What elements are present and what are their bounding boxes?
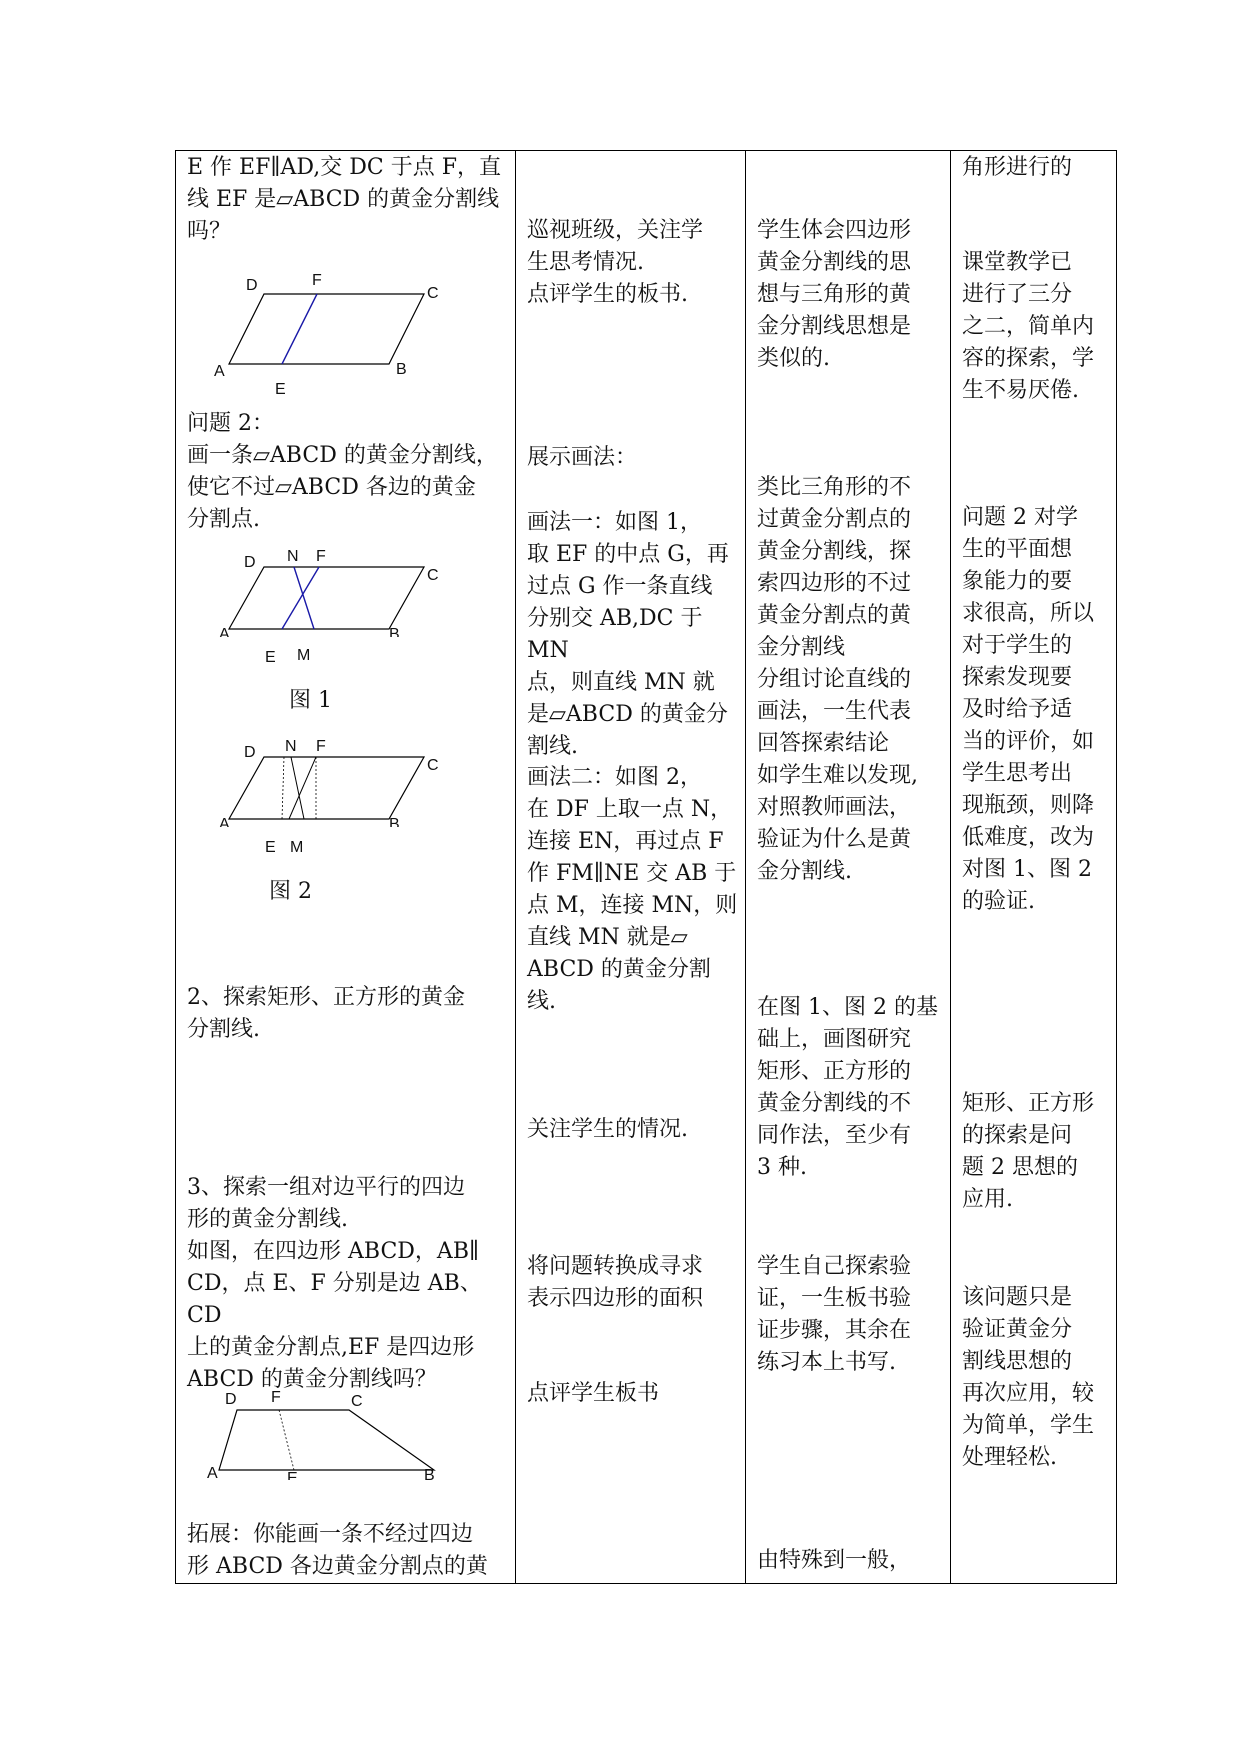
text-line: 想与三角形的黄 [757, 282, 912, 307]
text-line: 类比三角形的不 [757, 475, 912, 500]
text-line: 形 ABCD 各边黄金分割点的黄 [187, 1554, 488, 1579]
label-E: E [287, 1470, 298, 1480]
text-line: 黄金分割线的不 [757, 1091, 912, 1116]
intent-note-5 [962, 1282, 1094, 1474]
teacher-note-4 [527, 1251, 703, 1315]
label-F: F [316, 548, 326, 565]
text-line: 索四边形的不过 [757, 571, 912, 596]
text-line: 之二，简单内 [962, 314, 1095, 339]
text-line: 割线思想的 [962, 1349, 1073, 1374]
label-M: M [290, 839, 304, 856]
label-E: E [265, 649, 276, 666]
text-line: 黄金分割点的黄 [757, 603, 912, 628]
text-line: 类似的. [757, 346, 830, 371]
label-E: E [265, 839, 276, 856]
text-line: 探索发现要 [962, 665, 1073, 690]
label-C: C [351, 1393, 363, 1410]
teacher-method-2 [527, 762, 737, 1018]
student-note-5 [757, 1545, 911, 1577]
text-line: 当的评价，如 [962, 729, 1095, 754]
label-A: A [219, 626, 230, 637]
text-line: 证步骤，其余在 [757, 1318, 912, 1343]
text-line: 画一条▱ABCD 的黄金分割线， [187, 443, 498, 468]
text-line: 取 EF 的中点 G，再 [527, 542, 729, 567]
text-line: 黄金分割线的思 [757, 250, 912, 275]
text-line: 将问题转换成寻求 [527, 1254, 704, 1279]
text-line: 是▱ABCD 的黄金分 [527, 702, 728, 727]
label-F: F [312, 272, 322, 289]
text-line: 关注学生的情况. [527, 1117, 688, 1142]
figure-1-caption: 图 1 [289, 688, 332, 713]
text-line: 吗？ [187, 219, 232, 244]
text-line: 展示画法： [527, 445, 638, 470]
text-line: 验证黄金分 [962, 1317, 1073, 1342]
text-line: 求很高，所以 [962, 601, 1095, 626]
text-line: 问题 2 对学 [962, 505, 1078, 530]
label-B: B [424, 1467, 435, 1480]
text-line: 的验证. [962, 889, 1035, 914]
student-note-1 [757, 215, 911, 375]
text-line: ABCD 的黄金分割线吗？ [187, 1367, 437, 1392]
label-B: B [389, 626, 400, 637]
text-line: 学生体会四边形 [757, 218, 912, 243]
text-line: 学生思考出 [962, 761, 1073, 786]
text-line: 如图，在四边形 ABCD，AB∥ [187, 1239, 480, 1264]
text-line: 直线 MN 就是▱ [527, 925, 688, 950]
text-line: E 作 EF∥AD,交 DC 于点 F，直 [187, 155, 501, 180]
label-A: A [207, 1465, 218, 1480]
text-line: 金分割线 [757, 635, 846, 660]
text-line: 点 M，连接 MN，则 [527, 893, 738, 918]
text-line: 应用. [962, 1187, 1013, 1212]
text-line: 生思考情况. [527, 250, 644, 275]
text-line: CD，点 E、F 分别是边 AB、CD [187, 1271, 482, 1328]
text-line: 金分割线思想是 [757, 314, 912, 339]
label-D: D [225, 1391, 237, 1408]
label-B: B [389, 816, 400, 827]
text-line: 使它不过▱ABCD 各边的黄金 [187, 475, 476, 500]
text-line: 线 EF 是▱ABCD 的黄金分割线 [187, 187, 500, 212]
intent-note-1 [962, 152, 1072, 184]
label-F: F [316, 738, 326, 755]
label-C: C [427, 567, 439, 584]
text-line: 画法，一生代表 [757, 699, 912, 724]
label-D: D [244, 554, 256, 571]
text-line: 对于学生的 [962, 633, 1073, 658]
student-note-3 [757, 992, 938, 1184]
text-line: 3 种. [757, 1155, 807, 1180]
text-line: 及时给予适 [962, 697, 1073, 722]
text-line: 该问题只是 [962, 1285, 1073, 1310]
text-line: 为简单，学生 [962, 1413, 1095, 1438]
label-E: E [275, 381, 286, 398]
teacher-method-1 [527, 507, 739, 763]
text-line: 过点 G 作一条直线 [527, 574, 713, 599]
text-line: 点评学生板书 [527, 1381, 660, 1406]
text-line: 现瓶颈，则降 [962, 793, 1095, 818]
column-divider [950, 150, 951, 1584]
text-line: 分别交 AB,DC 于 MN [527, 606, 703, 663]
figure-parallelogram-ef [199, 270, 429, 390]
teacher-note-2 [527, 442, 637, 474]
text-line: 问题 2： [187, 411, 274, 436]
text-line: 矩形、正方形 [962, 1091, 1095, 1116]
text-line: 线. [527, 989, 556, 1014]
text-line: 练习本上书写. [757, 1350, 896, 1375]
text-line: 对照教师画法， [757, 795, 912, 820]
label-N: N [287, 548, 299, 565]
text-line: 拓展：你能画一条不经过四边 [187, 1522, 474, 1547]
figure-2 [199, 737, 439, 837]
text-line: ABCD 的黄金分割 [527, 957, 711, 982]
text-line: 过黄金分割点的 [757, 507, 912, 532]
text-line: 上的黄金分割点,EF 是四边形 [187, 1335, 475, 1360]
text-line: 进行了三分 [962, 282, 1073, 307]
label-D: D [244, 744, 256, 761]
text-line: 容的探索，学 [962, 346, 1095, 371]
label-N: N [285, 738, 297, 755]
figure-1 [199, 547, 439, 647]
intent-note-3 [962, 502, 1094, 918]
text-line: 黄金分割线，探 [757, 539, 912, 564]
text-line: 生不易厌倦. [962, 378, 1079, 403]
column-divider [515, 150, 516, 1584]
text-line: 3、探索一组对边平行的四边 [187, 1175, 465, 1200]
text-line: 验证为什么是黄 [757, 827, 912, 852]
text-line: 作 FM∥NE 交 AB 于 [527, 861, 737, 886]
text-line: 学生自己探索验 [757, 1254, 912, 1279]
text-line: 点评学生的板书. [527, 282, 688, 307]
label-D: D [246, 277, 258, 294]
text-line: 础上，画图研究 [757, 1027, 912, 1052]
text-line: 画法二：如图 2， [527, 765, 702, 790]
text-line: 分割线. [187, 1017, 260, 1042]
student-note-4 [757, 1251, 911, 1379]
text-line: 2、探索矩形、正方形的黄金 [187, 985, 465, 1010]
text-line: 课堂教学已 [962, 250, 1073, 275]
label-F: F [271, 1390, 281, 1406]
text-line: 低难度，改为 [962, 825, 1095, 850]
text-line: 证，一生板书验 [757, 1286, 912, 1311]
question-2 [187, 408, 498, 536]
intro-question [187, 152, 501, 248]
text-line: 矩形、正方形的 [757, 1059, 912, 1084]
text-line: 在 DF 上取一点 N， [527, 797, 733, 822]
label-A: A [219, 816, 230, 827]
intent-note-2 [962, 247, 1094, 407]
text-line: 在图 1、图 2 的基 [757, 995, 938, 1020]
text-line: 的探索是问 [962, 1123, 1073, 1148]
item-3 [187, 1172, 507, 1396]
text-line: 象能力的要 [962, 569, 1073, 594]
text-line: 金分割线. [757, 859, 852, 884]
column-divider [745, 150, 746, 1584]
text-line: 点，则直线 MN 就 [527, 670, 715, 695]
text-line: 分割点. [187, 507, 260, 532]
text-line: 如学生难以发现, [757, 763, 918, 788]
item-2 [187, 982, 465, 1046]
student-note-2 [757, 472, 918, 888]
text-line: 同作法，至少有 [757, 1123, 912, 1148]
text-line: 画法一：如图 1， [527, 510, 702, 535]
figure-2-caption: 图 2 [269, 879, 312, 904]
label-M: M [297, 647, 311, 664]
text-line: 割线. [527, 734, 578, 759]
teacher-note-1 [527, 215, 703, 311]
text-line: 对图 1、图 2 [962, 857, 1092, 882]
intent-note-4 [962, 1088, 1094, 1216]
label-C: C [427, 757, 439, 774]
extension [187, 1519, 488, 1583]
text-line: 表示四边形的面积 [527, 1286, 704, 1311]
teacher-note-3 [527, 1114, 688, 1146]
text-line: 巡视班级，关注学 [527, 218, 704, 243]
text-line: 连接 EN，再过点 F [527, 829, 724, 854]
label-A: A [214, 363, 225, 380]
text-line: 再次应用，较 [962, 1381, 1095, 1406]
text-line: 生的平面想 [962, 537, 1073, 562]
text-line: 回答探索结论 [757, 731, 890, 756]
text-line: 处理轻松. [962, 1445, 1057, 1470]
text-line: 题 2 思想的 [962, 1155, 1078, 1180]
text-line: 由特殊到一般， [757, 1548, 912, 1573]
label-B: B [396, 361, 407, 378]
teacher-note-5 [527, 1378, 659, 1410]
label-C: C [427, 285, 439, 302]
text-line: 分组讨论直线的 [757, 667, 912, 692]
text-line: 角形进行的 [962, 155, 1073, 180]
figure-trapezoid [199, 1390, 439, 1490]
text-line: 形的黄金分割线. [187, 1207, 348, 1232]
